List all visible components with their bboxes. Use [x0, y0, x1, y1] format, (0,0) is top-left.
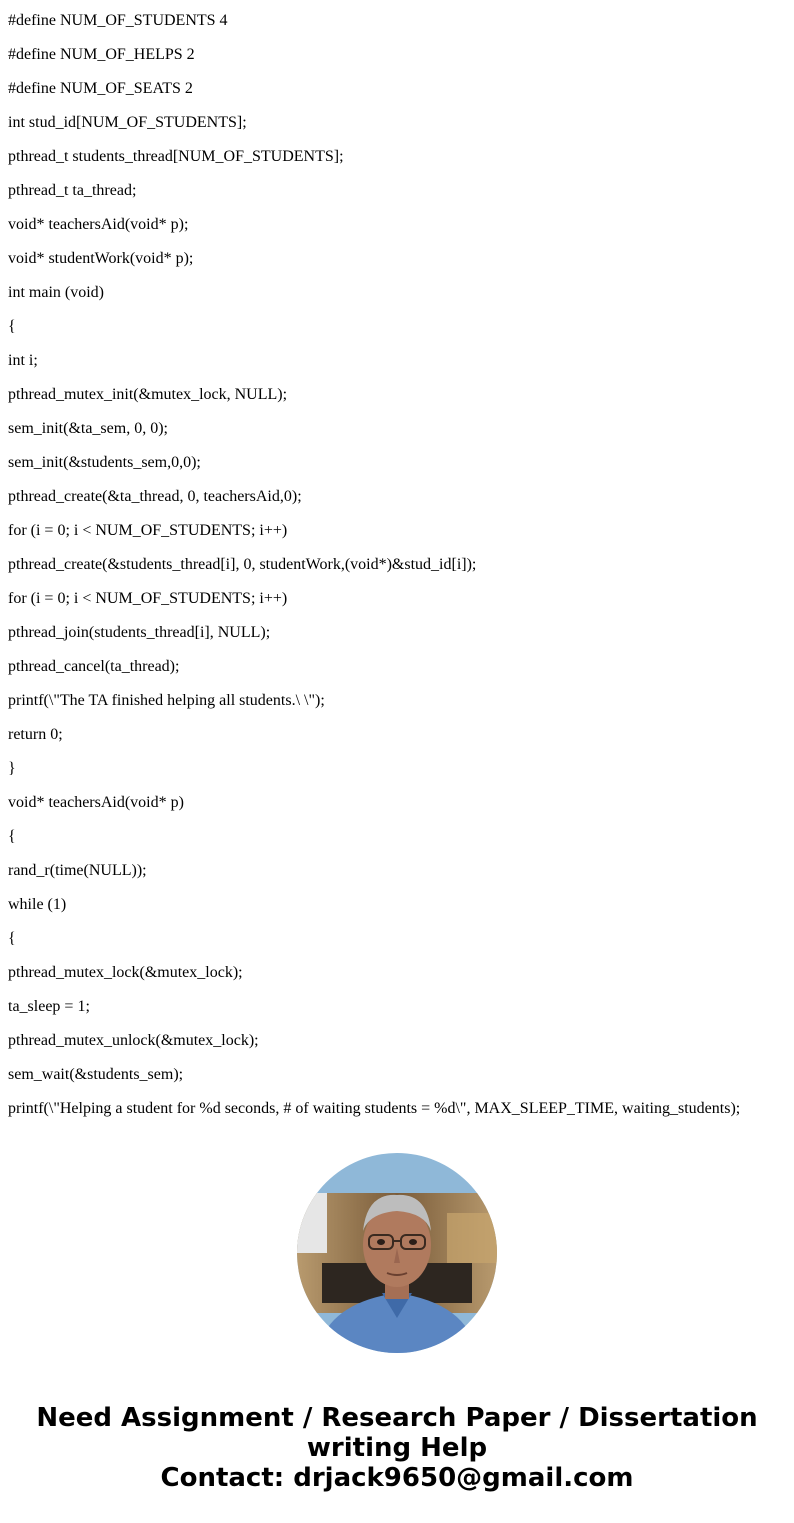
code-line: for (i = 0; i < NUM_OF_STUDENTS; i++)	[8, 590, 288, 607]
code-line: pthread_mutex_unlock(&mutex_lock);	[8, 1032, 259, 1049]
code-line: void* teachersAid(void* p)	[8, 794, 184, 811]
code-line: #define NUM_OF_HELPS 2	[8, 46, 195, 63]
code-line: int stud_id[NUM_OF_STUDENTS];	[8, 114, 247, 131]
code-line: ta_sleep = 1;	[8, 998, 90, 1015]
code-line: pthread_create(&students_thread[i], 0, studentWork,(void*)&stud_id[i]);	[8, 556, 477, 573]
code-line: sem_wait(&students_sem);	[8, 1066, 184, 1083]
code-line: }	[8, 760, 16, 777]
promo-contact: Contact: drjack9650@gmail.com	[160, 1463, 634, 1493]
code-line: while (1)	[8, 896, 67, 913]
code-line: int i;	[8, 352, 38, 369]
code-line: pthread_mutex_lock(&mutex_lock);	[8, 964, 243, 981]
code-line: #define NUM_OF_STUDENTS 4	[8, 12, 228, 29]
code-line: {	[8, 318, 16, 335]
code-line: sem_init(&students_sem,0,0);	[8, 454, 201, 471]
code-line: return 0;	[8, 726, 63, 743]
code-line: pthread_join(students_thread[i], NULL);	[8, 624, 271, 641]
code-line: void* studentWork(void* p);	[8, 250, 194, 267]
code-line: {	[8, 828, 16, 845]
code-line: pthread_t students_thread[NUM_OF_STUDENTS];	[8, 148, 344, 165]
promo-headline: Need Assignment / Research Paper / Dissertation	[36, 1403, 758, 1433]
code-line: int main (void)	[8, 284, 104, 301]
avatar	[297, 1153, 497, 1353]
code-line: sem_init(&ta_sem, 0, 0);	[8, 420, 168, 437]
code-line: {	[8, 930, 16, 947]
contact-banner	[0, 1403, 794, 1493]
code-line: for (i = 0; i < NUM_OF_STUDENTS; i++)	[8, 522, 288, 539]
code-line: pthread_create(&ta_thread, 0, teachersAid,0);	[8, 488, 302, 505]
code-line: void* teachersAid(void* p);	[8, 216, 189, 233]
code-line: pthread_mutex_init(&mutex_lock, NULL);	[8, 386, 288, 403]
code-line: rand_r(time(NULL));	[8, 862, 147, 879]
code-line: pthread_t ta_thread;	[8, 182, 137, 199]
person-portrait-image	[297, 1153, 497, 1353]
promo-subline: writing Help	[306, 1433, 488, 1463]
code-line: printf(\"The TA finished helping all students.\ \");	[8, 692, 325, 709]
code-line: #define NUM_OF_SEATS 2	[8, 80, 193, 97]
code-line: printf(\"Helping a student for %d seconds, # of waiting students = %d\", MAX_SLEEP_TIME, waiting_students);	[8, 1100, 741, 1117]
code-line: pthread_cancel(ta_thread);	[8, 658, 180, 675]
